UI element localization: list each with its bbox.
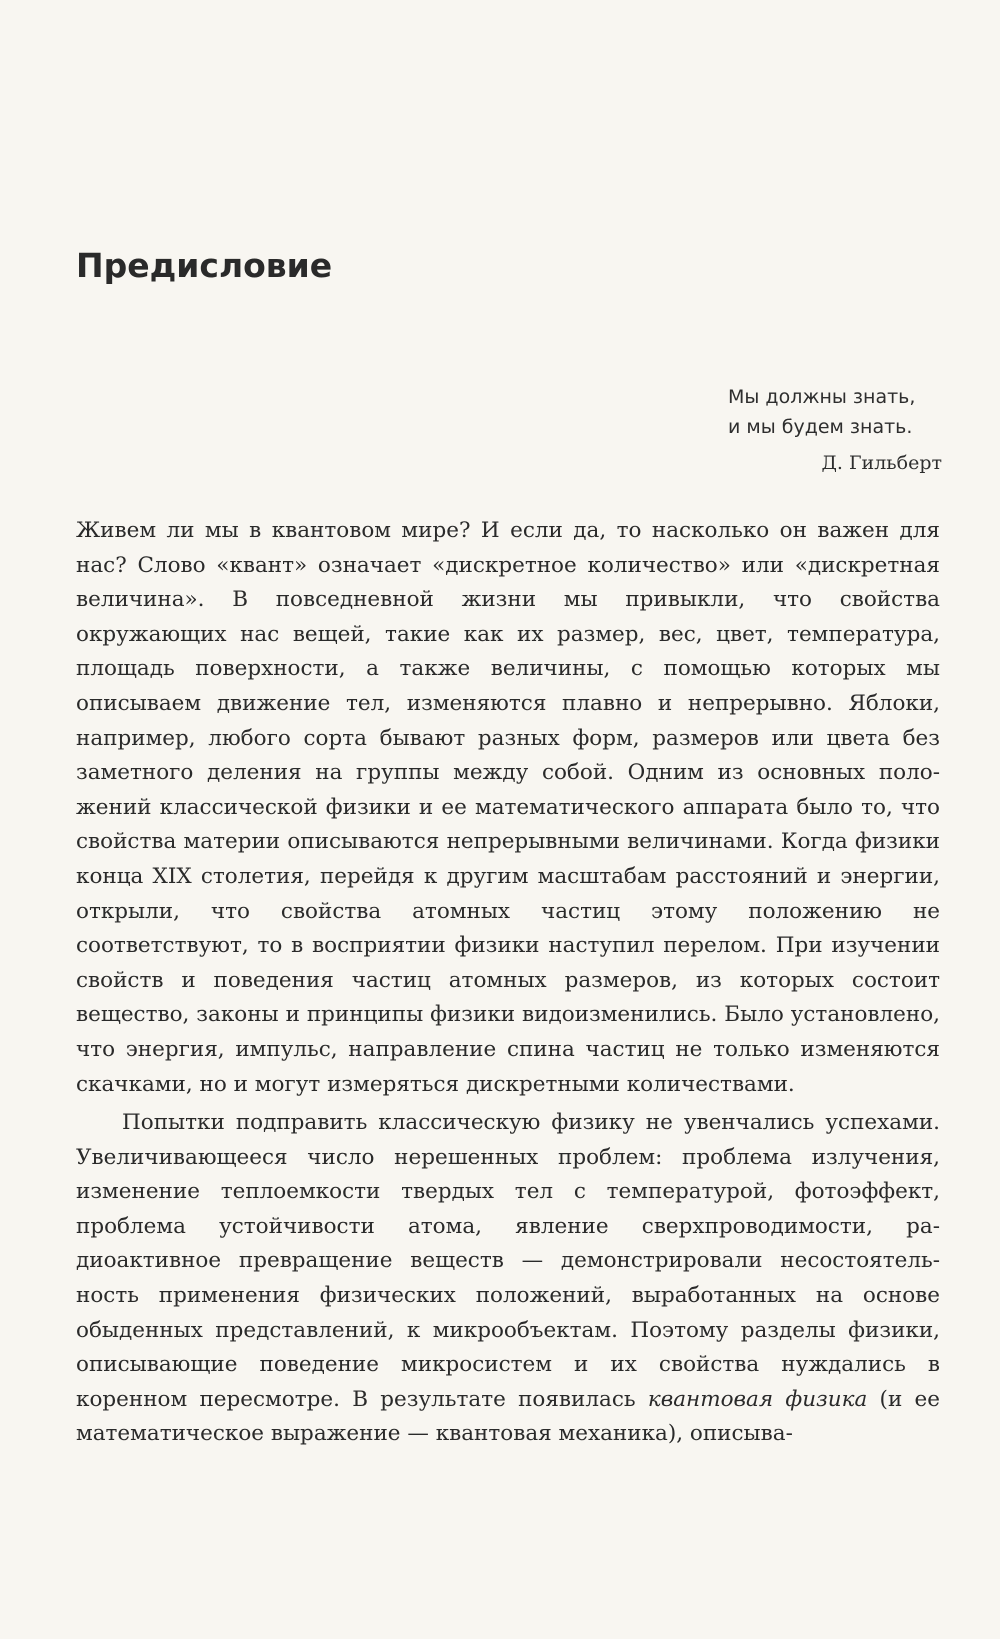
paragraph-2-continuation: (и ее математическое выражение — квантовая механика), описыва- [76, 1386, 940, 1447]
body-text [76, 514, 940, 1452]
paragraph-2 [76, 1106, 940, 1452]
paragraph-2-text: Попытки подправить классическую физику не увенчались успехами. Увеличивающееся число нерешенных проблем: проблема излучения, изменение теплоемкости твердых тел с температурой, фотоэффект, проблема устойчивости атома, явление сверхпроводимости, радиоактивное превращение веществ — демонстрировали несостоятельность применения физических положений, выработанных на основе обыденных представлений, к микрообъектам. Поэтому разделы физики, описывающие поведение микросистем и их свойства нуждались в коренном пересмотре. В результате появилась [76, 1110, 940, 1412]
paragraph-1: Живем ли мы в квантовом мире? И если да, то насколько он важен для нас? Слово «квант» означает «дискретное количество» или «дискретная величина». В повседневной жизни мы привыкли, что свойства окружающих нас вещей, такие как их размер, вес, цвет, температура, площадь поверхности, а также величины, с помощью которых мы описываем движение тел, изменяются плавно и непрерывно. Яблоки, например, любого сорта бывают разных форм, размеров или цвета без заметного деления на группы между собой. Одним из основных положений классической физики и ее математического аппарата было то, что свойства материи описываются непрерывными величинами. Когда физики конца XIX столетия, перейдя к другим масштабам расстояний и энергии, открыли, что свойства атомных частиц этому положению не соответствуют, то в восприятии физики наступил перелом. При изучении свойств и поведения частиц атомных размеров, из которых состоит вещество, законы и принципы физики видоизменились. Было установлено, что энергия, импульс, направление спина частиц не только изменяются скачками, но и могут измеряться дискретными количествами. [76, 518, 940, 1097]
epigraph [728, 382, 915, 442]
epigraph-line-2: и мы будем знать. [728, 416, 913, 438]
epigraph-author: Д. Гильберт [821, 452, 942, 474]
epigraph-line-1: Мы должны знать, [728, 386, 916, 408]
paragraph-2-emphasis: квантовая физика [647, 1386, 868, 1412]
chapter-title: Предисловие [76, 246, 333, 285]
